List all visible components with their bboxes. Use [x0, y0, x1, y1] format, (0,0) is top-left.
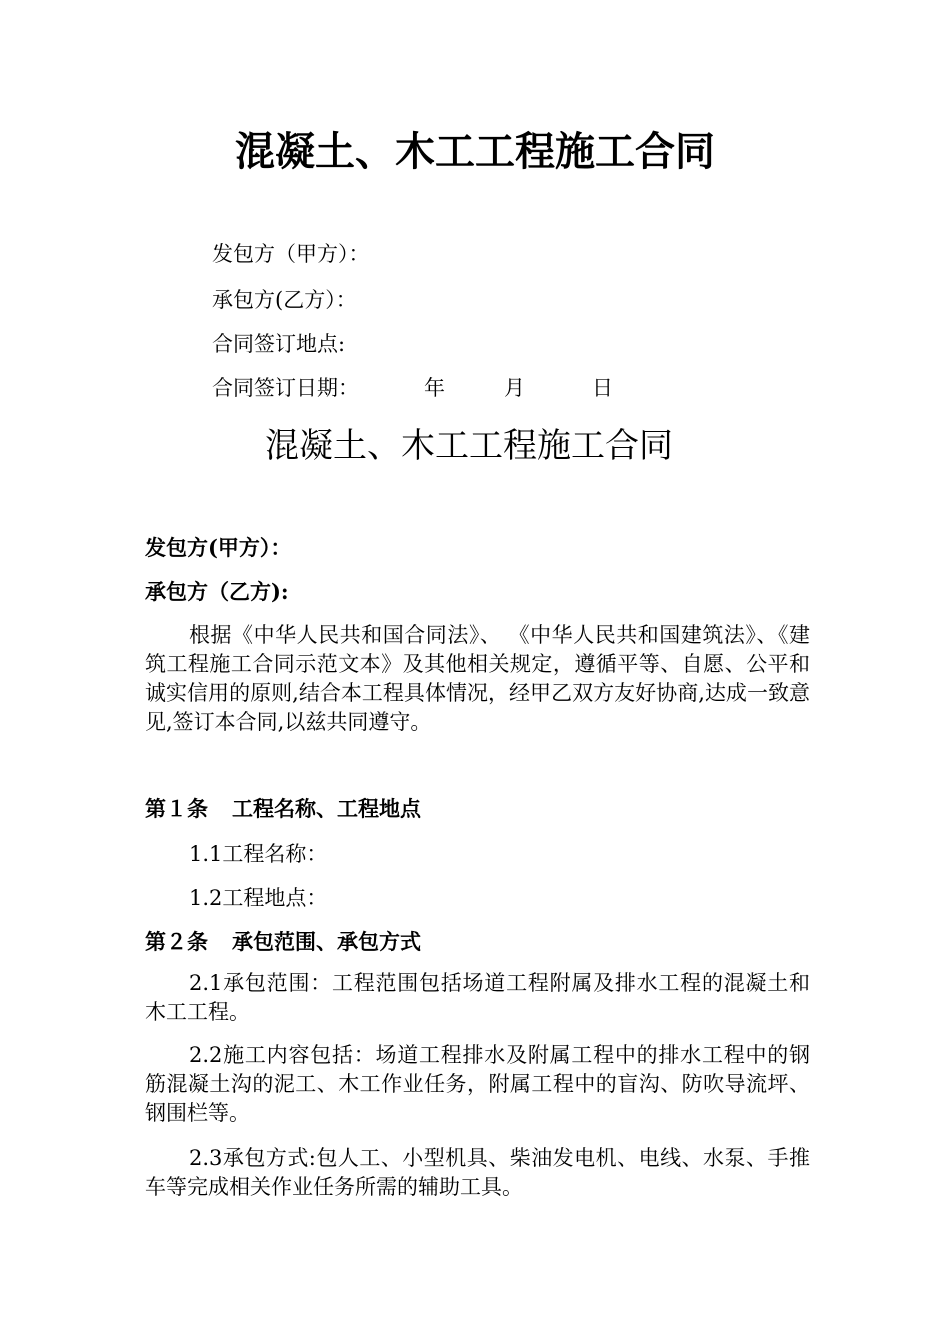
article-2-heading — [145, 926, 421, 956]
party-contractor: 承包方（乙方): — [145, 579, 289, 604]
party-employer: 发包方(甲方）： — [145, 535, 292, 560]
document-title: 混凝土、木工工程施工合同 — [235, 128, 715, 175]
cover-contractor-line: 承包方(乙方）： — [212, 288, 357, 312]
article-2-title: 承包范围、承包方式 — [232, 929, 421, 954]
article-2-paragraph-1: 2.1承包范围：工程范围包括场道工程附属及排水工程的混凝土和木工工程。 — [145, 971, 810, 1024]
cover-employer-line: 发包方（甲方）： — [212, 242, 370, 266]
cover-place-line: 合同签订地点: — [212, 332, 346, 356]
cover-date-day: 日 — [592, 376, 613, 400]
article-2-paragraph-3: 2.3承包方式:包人工、小型机具、柴油发电机、电线、水泵、手推车等完成相关作业任务所需的辅助工具。 — [145, 1146, 810, 1199]
article-1-heading — [145, 793, 421, 823]
article-2-number: 第２条 — [145, 929, 208, 954]
article-1-item-2: 1.2工程地点： — [189, 886, 328, 910]
article-1-item-1: 1.1工程名称： — [189, 842, 328, 866]
cover-date-label: 合同签订日期： — [212, 376, 359, 400]
cover-date-line — [212, 372, 632, 402]
document-title-repeat: 混凝土、木工工程施工合同 — [265, 426, 673, 466]
article-1-title: 工程名称、工程地点 — [232, 796, 421, 821]
cover-date-year: 年 — [424, 376, 445, 400]
preamble-paragraph: 根据《中华人民共和国合同法》、 《中华人民共和国建筑法》、《建筑工程施工合同示范文本》及其他相关规定，遵循平等、自愿、公平和诚实信用的原则,结合本工程具体情况，经甲乙双方友好协商,达成一致意见,签订本合同,以兹共同遵守。 — [145, 623, 810, 734]
article-2-paragraph-2: 2.2施工内容包括：场道工程排水及附属工程中的排水工程中的钢筋混凝土沟的泥工、木工作业任务，附属工程中的盲沟、防吹导流坪、钢围栏等。 — [145, 1043, 810, 1125]
cover-date-month: 月 — [504, 376, 525, 400]
article-1-number: 第１条 — [145, 796, 208, 821]
